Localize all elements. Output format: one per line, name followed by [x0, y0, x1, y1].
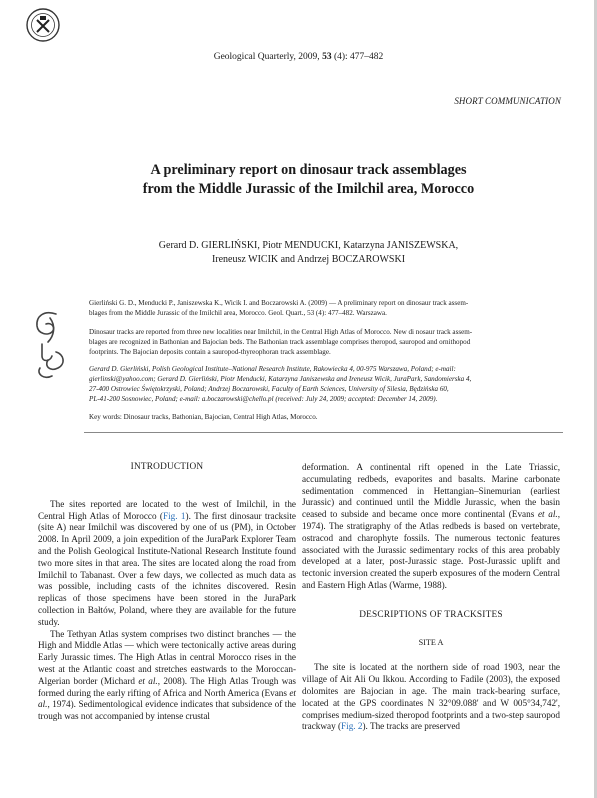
affiliation-line: gierlinski@yahoo.com; Gerard D. Gierliński, Piotr Menducki, Katarzyna Janiszewska and Ireneusz Wicik, JuraPark, Sandomierska 4,: [89, 375, 472, 383]
author-list: [80, 239, 537, 267]
author-line: Gerard D. GIERLIŃSKI, Piotr MENDUCKI, Katarzyna JANISZEWSKA,: [158, 240, 459, 251]
paper-title: [60, 161, 557, 199]
divider: [84, 432, 563, 433]
abstract-line: Dinosaur tracks are reported from three new localities near Imilchil, in the Central High Atlas of Morocco. New di nosaur track assem-: [89, 328, 473, 336]
affiliation-line: 27-400 Ostrowiec Świętokrzyski, Poland; Andrzej Boczarowski, Faculty of Earth Sciences, University of Silesia, Będzińska 60,: [89, 385, 449, 393]
abstract-line: footprints. The Bajocian deposits contain a sauropod-thyreophoran track assemblage.: [89, 348, 331, 356]
citation-line: blages from the Middle Jurassic of the Imilchil area, Morocco. Geol. Quart., 53 (4): 477–482. Warszawa.: [89, 309, 387, 317]
affiliation-line: Gerard D. Gierliński, Polish Geological Institute–National Research Institute, Rakowiecka 4, 00-975 Warszawa, Poland; e-mail:: [89, 365, 456, 373]
right-column: [302, 462, 560, 733]
citation-line: Gierliński G. D., Menducki P., Janiszewska K., Wicik I. and Boczarowski A. (2009) — A preliminary report on dinosaur track assem-: [89, 299, 469, 307]
title-line: from the Middle Jurassic of the Imilchil area, Morocco: [142, 181, 475, 197]
citation: [89, 298, 569, 318]
gq-emblem-icon: [26, 304, 72, 382]
paragraph: The sites reported are located to the west of Imilchil, in the Central High Atlas of Morocco (Fig. 1). The first dinosaur tracksite (site A) near Imilchil was discovered by one of us (PM), in October 2008. In April 2009, a join expedition of the JuraPark Explorer Team and the Polish Geological Institute-National Research Institute found two more sites in that area. The sites are located along the road from Imilchil to Tabanast. Over a few days, we collected as much data as was possible, including casts of the ichnites discovered. Resin replicas of those specimens have been stored in the JuraPark collection in Bałtów, Poland, where they are available for the future study.: [38, 498, 296, 627]
title-line: A preliminary report on dinosaur track assemblages: [150, 162, 467, 178]
abstract-line: blages are recognized in Bathonian and Bajocian beds. The Bathonian track assemblage comprises theropod, sauropod and ornithopod: [89, 338, 471, 346]
figure-link[interactable]: Fig. 1: [163, 510, 186, 521]
journal-header: Geological Quarterly, 2009, 53 (4): 477–482: [213, 52, 384, 62]
section-heading-tracksites: DESCRIPTIONS OF TRACKSITES: [359, 609, 503, 620]
left-column: [38, 462, 296, 723]
section-tag: SHORT COMMUNICATION: [454, 96, 561, 106]
paragraph: deformation. A continental rift opened in the Late Triassic, accumulating redbeds, evaporites and basalts. Marine carbonate sedimentation commenced in Hettangian–Sinemurian (earliest Jurassic) and continued until the Middle Jurassic, when the basin ceased to subside and became once more continental (Evans et al., 1974). The stratigraphy of the Atlas redbeds is based on vertebrate, ostracod and charophyte fossils. The numerous tectonic features associated with the Jurassic sedimentary rocks of this area probably developed at a later, post-Jurassic stage. Post-Jurassic uplift and tectonic inversion created the superb exposures of the modern Central and Eastern High Atlas (Warme, 1988).: [302, 462, 560, 590]
figure-link[interactable]: Fig. 2: [341, 721, 363, 732]
paragraph: The Tethyan Atlas system comprises two distinct branches — the High and Middle Atlas — which were tectonically active areas during Early Jurassic times. The High Atlas in central Morocco rises in the west at the Atlantic coast and stretches eastwards to the Moroccan-Algerian border (Michard et al., 2008). The High Atlas Trough was formed during the early rifting of Africa and North America (Evans et al., 1974). Sedimentological evidence indicates that subsidence of the trough was not accompanied by intense crustal: [38, 628, 296, 722]
abstract: [89, 327, 569, 357]
section-heading-introduction: INTRODUCTION: [130, 462, 204, 472]
author-line: Ireneusz WICIK and Andrzej BOCZAROWSKI: [211, 254, 406, 265]
pig-logo-icon: [26, 8, 60, 42]
paragraph: The site is located at the northern side of road 1903, near the village of Ait Ali Ou Ikkou. According to Fadile (2003), the exposed dolomites are Bajocian in age. The main track-bearing surface, located at the GPS coordinates N 32°09.088' and W 005°34,742', comprises medium-sized theropod footprints and a two-step sauropod trackway (Fig. 2). The tracks are preserved: [302, 662, 560, 732]
affiliation-line: PL-41-200 Sosnowiec, Poland; e-mail: a.boczarowski@chello.pl (received: July 24, 2009; accepted: December 14, 2009).: [89, 395, 438, 403]
affiliations: [89, 364, 569, 404]
keywords: Key words: Dinosaur tracks, Bathonian, Bajocian, Central High Atlas, Morocco.: [89, 413, 318, 421]
subsection-heading-site-a: SITE A: [418, 637, 444, 647]
